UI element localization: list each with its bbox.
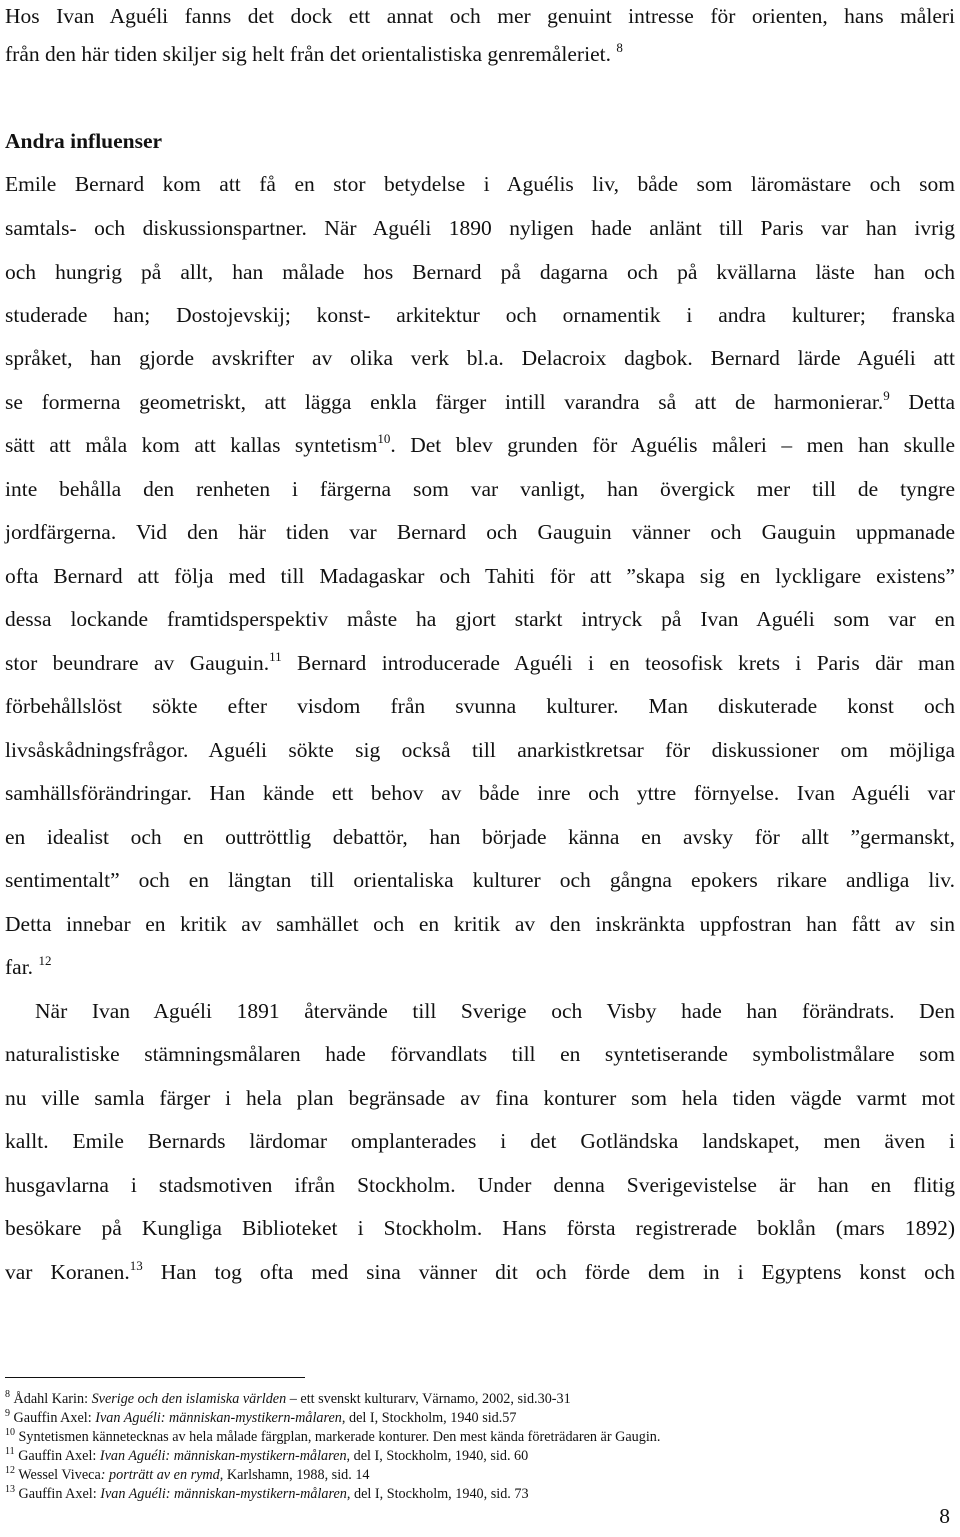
body-line: se formerna geometriskt, att lägga enkla färger intill varandra så att de harmonierar.$^9$ Detta	[5, 388, 955, 414]
footnote: $^9$ Gauffin Axel: Ivan Aguéli: människan-mystikern-målaren, del I, Stockholm, 1940 sid.57	[5, 1408, 517, 1426]
body-line: Emile Bernard kom att få en stor betydelse i Aguélis liv, både som läromästare och som	[5, 172, 955, 196]
body-line: samtals- och diskussionspartner. När Aguéli 1890 nyligen hade anlänt till Paris var han ivrig	[5, 216, 955, 240]
body-line: förbehållslöst sökte efter visdom från svunna kulturer. Man diskuterade konst och	[5, 694, 955, 718]
footnote-ref[interactable]: 13	[129, 1258, 143, 1273]
footnote-ref[interactable]: 12	[38, 953, 52, 968]
body-line: besökare på Kungliga Biblioteket i Stockholm. Hans första registrerade boklån (mars 1892)	[5, 1216, 955, 1240]
body-line: språket, han gjorde avskrifter av olika verk bl.a. Delacroix dagbok. Bernard lärde Aguéli att	[5, 346, 955, 370]
footnote: $^{12}$ Wessel Viveca: porträtt av en rymd, Karlshamn, 1988, sid. 14	[5, 1465, 370, 1483]
body-line: När Ivan Aguéli 1891 återvände till Sverige och Visby hade han förändrats. Den	[35, 999, 955, 1023]
body-line: jordfärgerna. Vid den här tiden var Bernard och Gauguin vänner och Gauguin uppmanade	[5, 520, 955, 544]
body-line: studerade han; Dostojevskij; konst- arkitektur och ornamentik i andra kulturer; franska	[5, 303, 955, 327]
footnote-ref[interactable]: 9	[883, 388, 890, 403]
footnote-ref[interactable]: 11	[269, 649, 282, 664]
footnote: $^{11}$ Gauffin Axel: Ivan Aguéli: människan-mystikern-målaren, del I, Stockholm, 1940, sid. 60	[5, 1446, 529, 1464]
body-line: ofta Bernard att följa med till Madagaskar och Tahiti för att ”skapa sig en lyckligare existens”	[5, 564, 955, 588]
body-line: sentimentalt” och en längtan till orientaliska kulturer och gångna epokers rikare andliga liv.	[5, 868, 955, 892]
body-line: kallt. Emile Bernards lärdomar omplanterades i det Gotländska landskapet, men även i	[5, 1129, 955, 1153]
body-line: inte behålla den renheten i färgerna som var vanligt, han övergick mer till de tyngre	[5, 477, 955, 501]
body-line: från den här tiden skiljer sig helt från det orientalistiska genremåleriet. $^8$	[5, 40, 623, 66]
body-line: husgavlarna i stadsmotiven ifrån Stockholm. Under denna Sverigevistelse är han en flitig	[5, 1173, 955, 1197]
body-line: var Koranen.$^{13}$ Han tog ofta med sina vänner dit och förde dem in i Egyptens konst och	[5, 1258, 955, 1284]
footnote-ref[interactable]: 8	[616, 40, 623, 55]
section-heading: Andra influenser	[5, 129, 163, 153]
footnote: $^8$ Ådahl Karin: Sverige och den islamiska världen – ett svenskt kulturarv, Värnamo, 2002, sid.30-31	[5, 1389, 571, 1407]
body-line: far. $^{12}$	[5, 953, 52, 979]
body-line: samhällsförändringar. Han kände ett behov av både inre och yttre förnyelse. Ivan Aguéli var	[5, 781, 955, 805]
footnote: $^{10}$ Syntetismen kännetecknas av hela målade färgplan, markerade konturer. Den mest kända företrädaren är Gaugin.	[5, 1427, 661, 1445]
page-number: 8	[939, 1504, 950, 1528]
body-line: dessa lockande framtidsperspektiv måste ha gjort starkt intryck på Ivan Aguéli som var en	[5, 607, 955, 631]
body-line: och hungrig på allt, han målade hos Bernard på dagarna och på kvällarna läste han och	[5, 260, 955, 284]
body-line: sätt att måla kom att kallas syntetism$^{10}$. Det blev grunden för Aguélis måleri – men han skulle	[5, 431, 955, 457]
body-line: stor beundrare av Gauguin.$^{11}$ Bernard introducerade Aguéli i en teosofisk krets i Paris där man	[5, 649, 955, 675]
body-line: Hos Ivan Aguéli fanns det dock ett annat och mer genuint intresse för orienten, hans måleri	[5, 4, 955, 28]
body-line: Detta innebar en kritik av samhället och en kritik av den inskränkta uppfostran han fått av sin	[5, 912, 955, 936]
footnote: $^{13}$ Gauffin Axel: Ivan Aguéli: människan-mystikern-målaren, del I, Stockholm, 1940, sid. 73	[5, 1484, 529, 1502]
body-line: nu ville samla färger i hela plan begränsade av fina konturer som hela tiden vägde varmt mot	[5, 1086, 955, 1110]
body-line: naturalistiske stämningsmålaren hade förvandlats till en syntetiserande symbolistmålare som	[5, 1042, 955, 1066]
footnote-separator	[5, 1377, 305, 1378]
body-line: en idealist och en outtröttlig debattör, han började känna en avsky för allt ”germanskt,	[5, 825, 955, 849]
body-line: livsåskådningsfrågor. Aguéli sökte sig också till anarkistkretsar för diskussioner om möjliga	[5, 738, 955, 762]
footnote-ref[interactable]: 10	[377, 431, 391, 446]
